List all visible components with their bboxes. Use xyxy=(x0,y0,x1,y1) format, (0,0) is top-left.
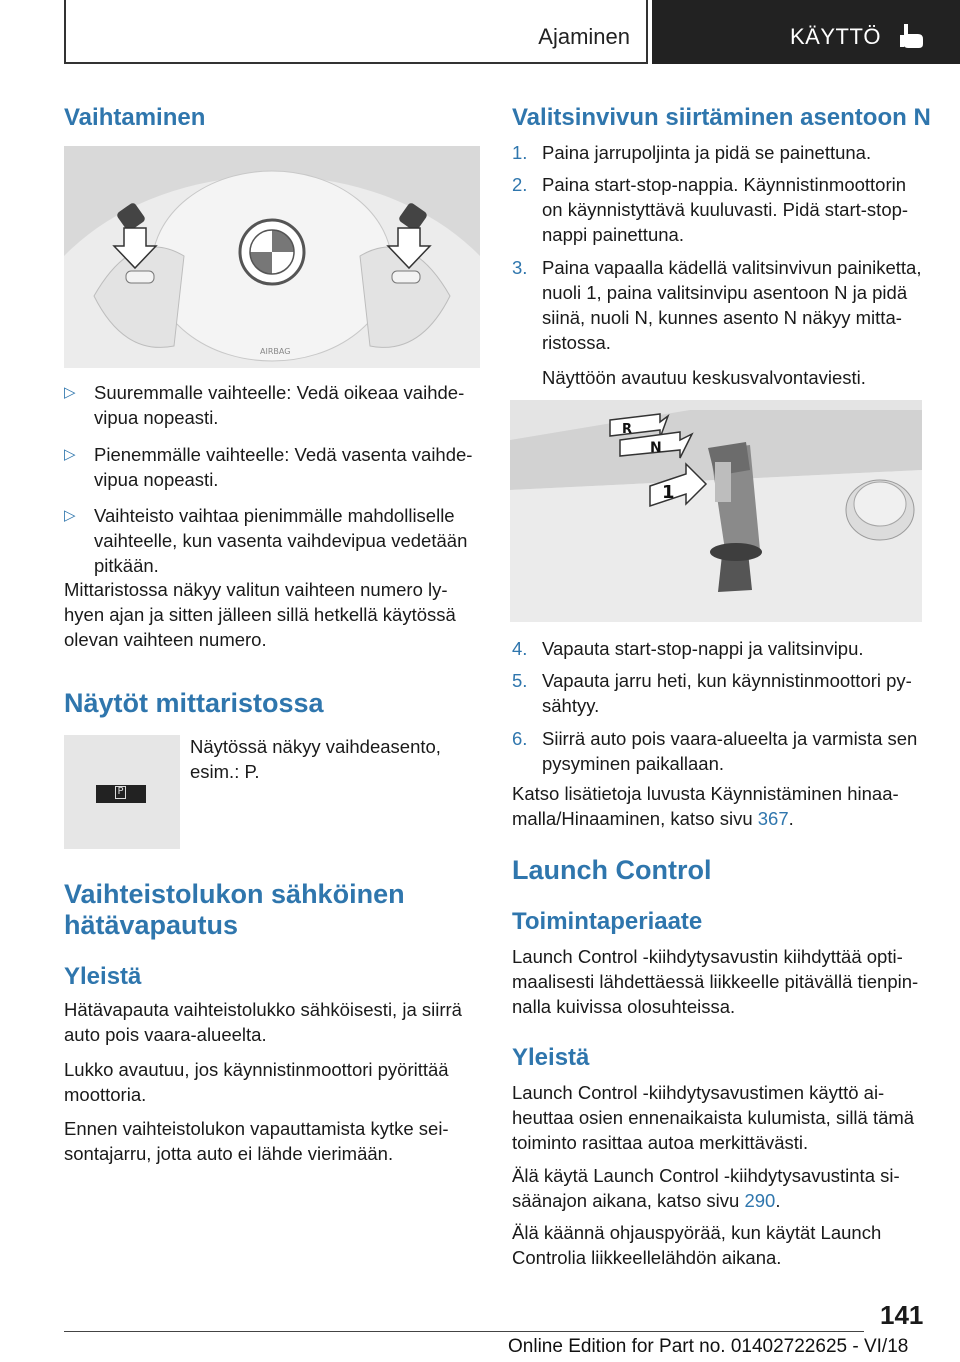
step-number: 5. xyxy=(512,670,528,691)
list-item-text: Suuremmalle vaihteelle: Vedä oikeaa vaihde- xyxy=(94,382,465,403)
gear-p-indicator: P xyxy=(115,786,126,799)
step-text: Paina jarrupoljinta ja pidä se painettuna. xyxy=(542,142,872,163)
paragraph-line: Launch Control -kiihdytysavustimen käyttö ai- xyxy=(512,1082,885,1103)
paragraph-line: nalla kuivissa olosuhteissa. xyxy=(512,996,736,1017)
step-number: 2. xyxy=(512,174,528,195)
page-link-290[interactable]: 290 xyxy=(744,1190,776,1211)
section-title: Ajaminen xyxy=(538,24,630,49)
arrow-label-n: N xyxy=(650,440,662,456)
step-text: Paina vapaalla kädellä valitsinvivun painiketta, xyxy=(542,257,922,278)
step-text: pysyminen paikallaan. xyxy=(542,753,725,774)
paragraph-line: Näytössä näkyy vaihdeasento, xyxy=(190,736,441,757)
list-item-text: Pienemmälle vaihteelle: Vedä vasenta vaihde- xyxy=(94,444,473,465)
paragraph-line: Älä käytä Launch Control -kiihdytysavustinta si- xyxy=(512,1165,900,1186)
section-title-vapautus: Vaihteistolukon sähköinen xyxy=(64,879,405,909)
subsection-title-toimintaperiaate: Toimintaperiaate xyxy=(512,908,703,935)
paragraph-line: sontajarru, jotta auto ei lähde vierimään. xyxy=(64,1143,394,1164)
chapter-tab xyxy=(652,0,960,64)
paragraph-text: malla/Hinaaminen, katso sivu xyxy=(512,808,758,829)
bullet-triangle-icon: ▷ xyxy=(64,384,76,401)
paragraph-text: . xyxy=(775,1190,781,1211)
pointing-hand-icon xyxy=(896,20,926,50)
step-number: 3. xyxy=(512,257,528,278)
page-link-367[interactable]: 367 xyxy=(757,808,789,829)
paragraph-text: säänajon aikana, katso sivu xyxy=(512,1190,745,1211)
step-text: nappi painettuna. xyxy=(542,224,684,245)
paragraph-line: olevan vaihteen numero. xyxy=(64,629,267,650)
paragraph-line xyxy=(512,806,794,831)
list-item xyxy=(64,442,480,492)
section-title-vapautus-2: hätävapautus xyxy=(64,910,239,940)
paragraph-line: Launch Control -kiihdytysavustin kiihdyttää opti- xyxy=(512,946,903,967)
paragraph-line: moottoria. xyxy=(64,1084,147,1105)
chapter-title: KÄYTTÖ xyxy=(790,24,882,49)
paragraph-line: Lukko avautuu, jos käynnistinmoottori pyörittää xyxy=(64,1059,449,1080)
list-item xyxy=(64,503,480,578)
svg-text:AIRBAG: AIRBAG xyxy=(260,347,291,356)
section-title-vaihtaminen: Vaihtaminen xyxy=(64,104,206,131)
step-text: on käynnistyttävä kuuluvasti. Pidä start-stop- xyxy=(542,199,909,220)
paragraph-line: Katso lisätietoja luvusta Käynnistäminen hinaa- xyxy=(512,783,899,804)
subsection-title-yleista-2: Yleistä xyxy=(512,1044,590,1071)
step-text: Paina start-stop-nappia. Käynnistinmoottorin xyxy=(542,174,907,195)
list-item-text: pitkään. xyxy=(94,555,159,576)
arrow-label-1: 1 xyxy=(662,482,675,503)
paragraph-line: Controlia liikkeellelähdön aikana. xyxy=(512,1247,782,1268)
paragraph-line: Hätävapauta vaihteistolukko sähköisesti, ja siirrä xyxy=(64,999,462,1020)
paragraph-line: maalisesti lähdettäessä liikkeelle pitävällä tienpin- xyxy=(512,971,919,992)
indicator-display xyxy=(96,785,146,803)
paragraph-line: toiminto rasittaa autoa merkittävästi. xyxy=(512,1132,809,1153)
steering-wheel-image xyxy=(64,146,480,368)
step-text: nuoli 1, paina valitsinvipu asentoon N ja pidä xyxy=(542,282,908,303)
footer-divider xyxy=(64,1331,864,1332)
section-title-valitsin: Valitsinvivun siirtäminen asentoon N xyxy=(512,104,931,131)
step-number: 1. xyxy=(512,142,528,163)
bullet-triangle-icon: ▷ xyxy=(64,446,76,463)
list-item-text: vaihteelle, kun vasenta vaihdevipua vedetään xyxy=(94,530,468,551)
paragraph-line: esim.: P. xyxy=(190,761,260,782)
step-number: 4. xyxy=(512,638,528,659)
list-item xyxy=(64,380,480,430)
gear-indicator-image xyxy=(64,735,180,849)
paragraph-line: Mittaristossa näkyy valitun vaihteen numero ly- xyxy=(64,579,448,600)
arrow-label-r: R xyxy=(622,422,633,437)
paragraph-line: auto pois vaara-alueelta. xyxy=(64,1024,267,1045)
step-note: Näyttöön avautuu keskusvalvontaviesti. xyxy=(542,367,866,388)
list-item-text: vipua nopeasti. xyxy=(94,469,219,490)
section-title-naytot: Näytöt mittaristossa xyxy=(64,688,324,718)
list-item-text: vipua nopeasti. xyxy=(94,407,219,428)
step-text: Siirrä auto pois vaara-alueelta ja varmista sen xyxy=(542,728,918,749)
gear-selector-image xyxy=(510,400,922,622)
step-text: Vapauta jarru heti, kun käynnistinmoottori py- xyxy=(542,670,912,691)
header-section-box xyxy=(64,0,648,64)
paragraph-line: hyen ajan ja sitten jälleen sillä hetkellä käytössä xyxy=(64,604,456,625)
paragraph-line: Ennen vaihteistolukon vapauttamista kytke sei- xyxy=(64,1118,449,1139)
paragraph-line xyxy=(512,1188,780,1213)
edition-text: Online Edition for Part no. 01402722625 - VI/18 xyxy=(508,1336,909,1357)
step-text: siinä, nuoli N, kunnes asento N näkyy mitta- xyxy=(542,307,902,328)
page-number: 141 xyxy=(880,1300,924,1330)
bullet-triangle-icon: ▷ xyxy=(64,507,76,524)
paragraph-text: . xyxy=(788,808,794,829)
step-text: ristossa. xyxy=(542,332,611,353)
subsection-title-yleista: Yleistä xyxy=(64,963,142,990)
step-text: sähtyy. xyxy=(542,695,600,716)
paragraph-line: heuttaa osien ennenaikaista kulumista, sillä tämä xyxy=(512,1107,915,1128)
paragraph-line: Älä käännä ohjauspyörää, kun käytät Launch xyxy=(512,1222,882,1243)
section-title-launch: Launch Control xyxy=(512,855,712,885)
step-number: 6. xyxy=(512,728,528,749)
step-text: Vapauta start-stop-nappi ja valitsinvipu. xyxy=(542,638,864,659)
list-item-text: Vaihteisto vaihtaa pienimmälle mahdolliselle xyxy=(94,505,455,526)
